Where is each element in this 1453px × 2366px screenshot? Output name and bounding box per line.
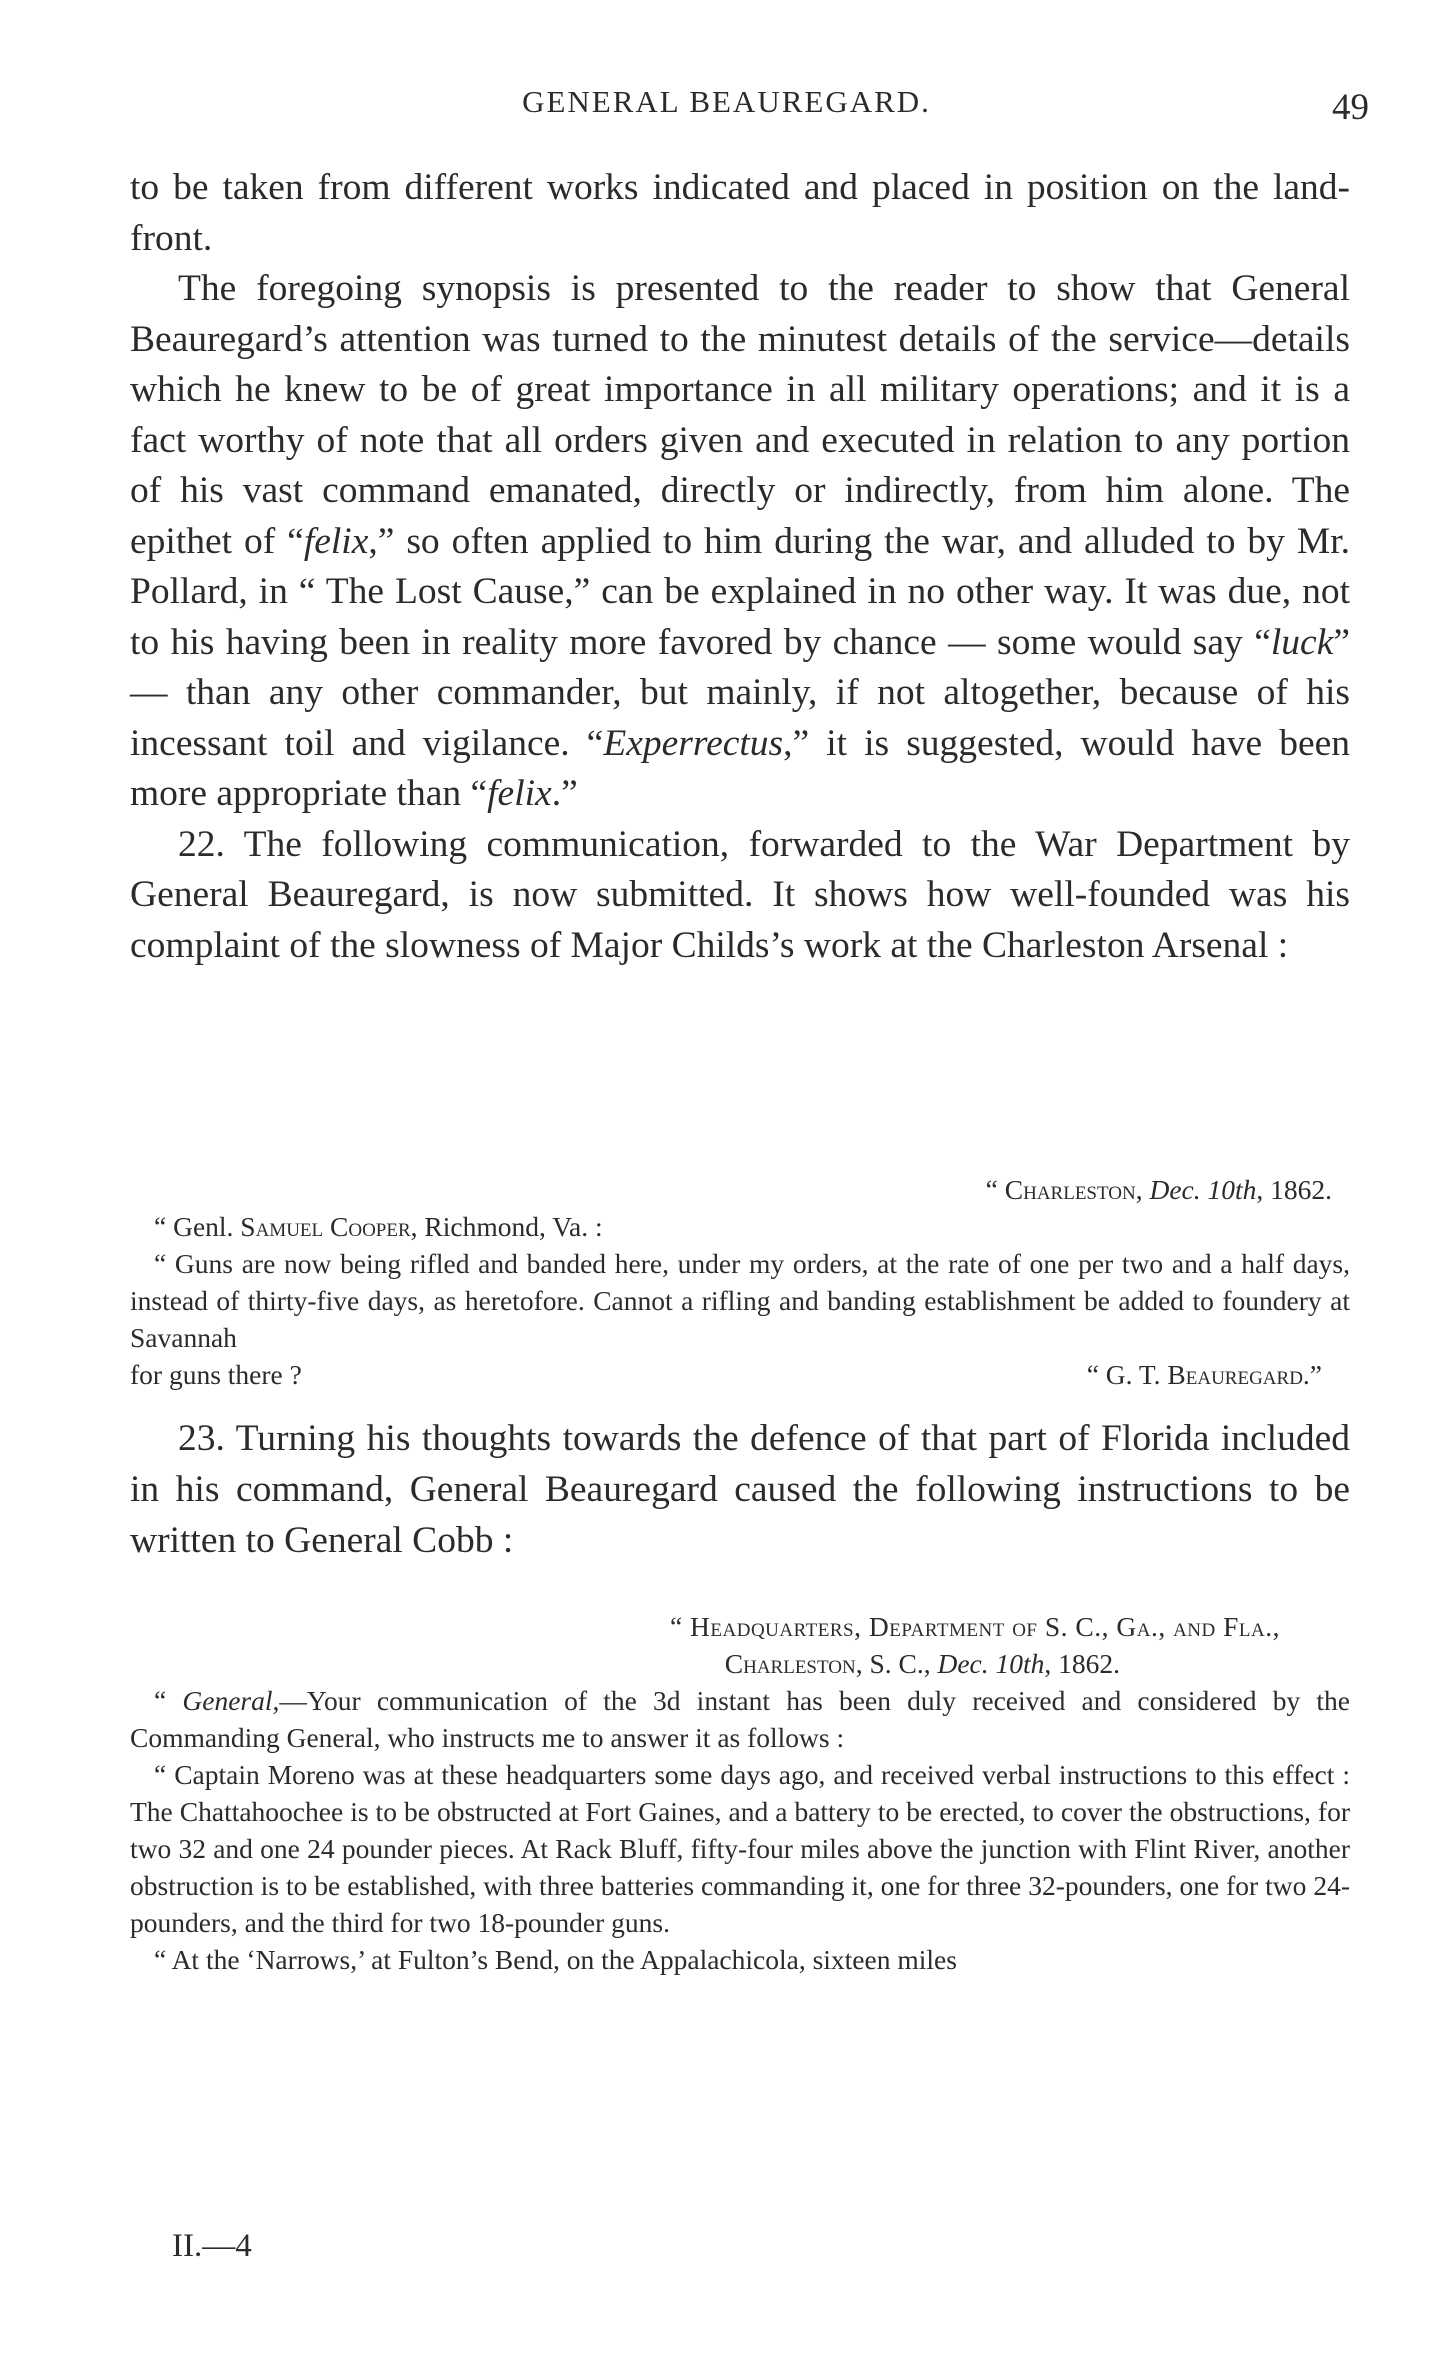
italic-date: Dec. 10th <box>937 1648 1045 1679</box>
letter-paragraph-3: “ At the ‘Narrows,’ at Fulton’s Bend, on the Appalachicola, sixteen miles <box>154 1944 957 1975</box>
running-head <box>0 78 1453 128</box>
text-run: ” — than any other commander, but mainly, if not altogether, because of his incessant toil and vigilance. “ <box>130 621 1350 764</box>
letter-heading: “ Headquarters, Department of S. C., Ga., and Fla., <box>669 1611 1280 1642</box>
text-run: , Richmond, Va. : <box>410 1211 603 1242</box>
text-run: “ Charleston, <box>985 1174 1150 1205</box>
italic-word-felix: felix <box>487 773 552 814</box>
text-run: “ Genl. <box>154 1211 241 1242</box>
page-number: 49 <box>1332 87 1369 128</box>
running-title: GENERAL BEAUREGARD. <box>522 84 931 119</box>
text-run: Charleston, S. C., <box>724 1648 938 1679</box>
paragraph-synopsis <box>130 264 1350 820</box>
letter-body: “ Guns are now being rifled and banded here, under my orders, at the rate of one per two and a half days, instead of thirty-five days, as heretofore. Cannot a rifling and banding establishment be added to foundery at Savannah <box>130 1248 1350 1353</box>
addressee-name: Samuel Cooper <box>240 1211 411 1242</box>
text-run: ,—Your communication of the 3d instant has been duly received and considered by the Commanding General, who instructs me to answer it as follows : <box>130 1685 1350 1753</box>
text-run: , 1862. <box>1256 1174 1332 1205</box>
letter-quote-2 <box>130 1608 1350 1978</box>
letter-last-line: for guns there ? <box>130 1359 302 1390</box>
text-run: , 1862. <box>1044 1648 1120 1679</box>
signature-mark: II.—4 <box>172 2228 252 2264</box>
main-text <box>130 163 1350 971</box>
letter-quote-1 <box>130 1171 1350 1393</box>
letter-dateline <box>130 1645 1350 1682</box>
letter-paragraph-2: “ Captain Moreno was at these headquarters some days ago, and received verbal instructions to this effect : The Chattahoochee is to be obstructed at Fort Gaines, and a battery to be erected, to cover the obstructions, for two 32 and one 24 pounder pieces. At Rack Bluff, fifty-four miles above the junction with Flint River, another obstruction is to be established, with three batteries commanding it, one for three 32-pounders, one for two 24-pounders, and the third for two 18-pounder guns. <box>130 1759 1350 1938</box>
letter-closing-line <box>130 1356 1350 1393</box>
text-run: .” <box>551 773 578 814</box>
paragraph-23: 23. Turning his thoughts towards the defence of that part of Florida included in his command, General Beauregard caused the following instructions to be written to General Cobb : <box>130 1418 1350 1561</box>
italic-word-felix: felix <box>303 520 369 562</box>
letter-signature: “ G. T. Beauregard.” <box>1086 1359 1322 1390</box>
letter-paragraph-1: “ General,—Your communication of the 3d instant has been duly received and considered by the Commanding General, who instructs me to answer it as follows : <box>130 1685 1350 1753</box>
text-run: ,” it is suggested, would have been more appropriate than “ <box>130 722 1350 814</box>
paragraph-22: 22. The following communication, forwarded to the War Department by General Beauregard, is now submitted. It shows how well-founded was his complaint of the slowness of Major Childs’s work at the Charleston Arsenal : <box>130 823 1350 966</box>
letter-dateline <box>130 1171 1350 1208</box>
italic-salutation: General <box>182 1685 273 1716</box>
italic-word-experrectus: Experrectus <box>603 722 784 764</box>
text-run: ,” so often applied to him during the war, and alluded to by Mr. Pollard, in “ The Lost Cause,” can be explained in no other way. It was due, not to his having been in reality more favored by chance — some would say “ <box>130 520 1350 663</box>
paragraph-continued: to be taken from different works indicated and placed in position on the land-front. <box>130 167 1350 259</box>
paragraph-23-block <box>130 1413 1350 1566</box>
letter-addressee <box>130 1208 1350 1245</box>
italic-word-luck: luck <box>1270 621 1334 663</box>
text-run: The foregoing synopsis is presented to the reader to show that General Beauregard’s attention was turned to the minutest details of the service—details which he knew to be of great importance in all military operations; and it is a fact worthy of note that all orders given and executed in relation to any portion of his vast command emanated, directly or indirectly, from him alone. The epithet of “ <box>130 268 1350 562</box>
italic-date: Dec. 10th <box>1149 1174 1257 1205</box>
